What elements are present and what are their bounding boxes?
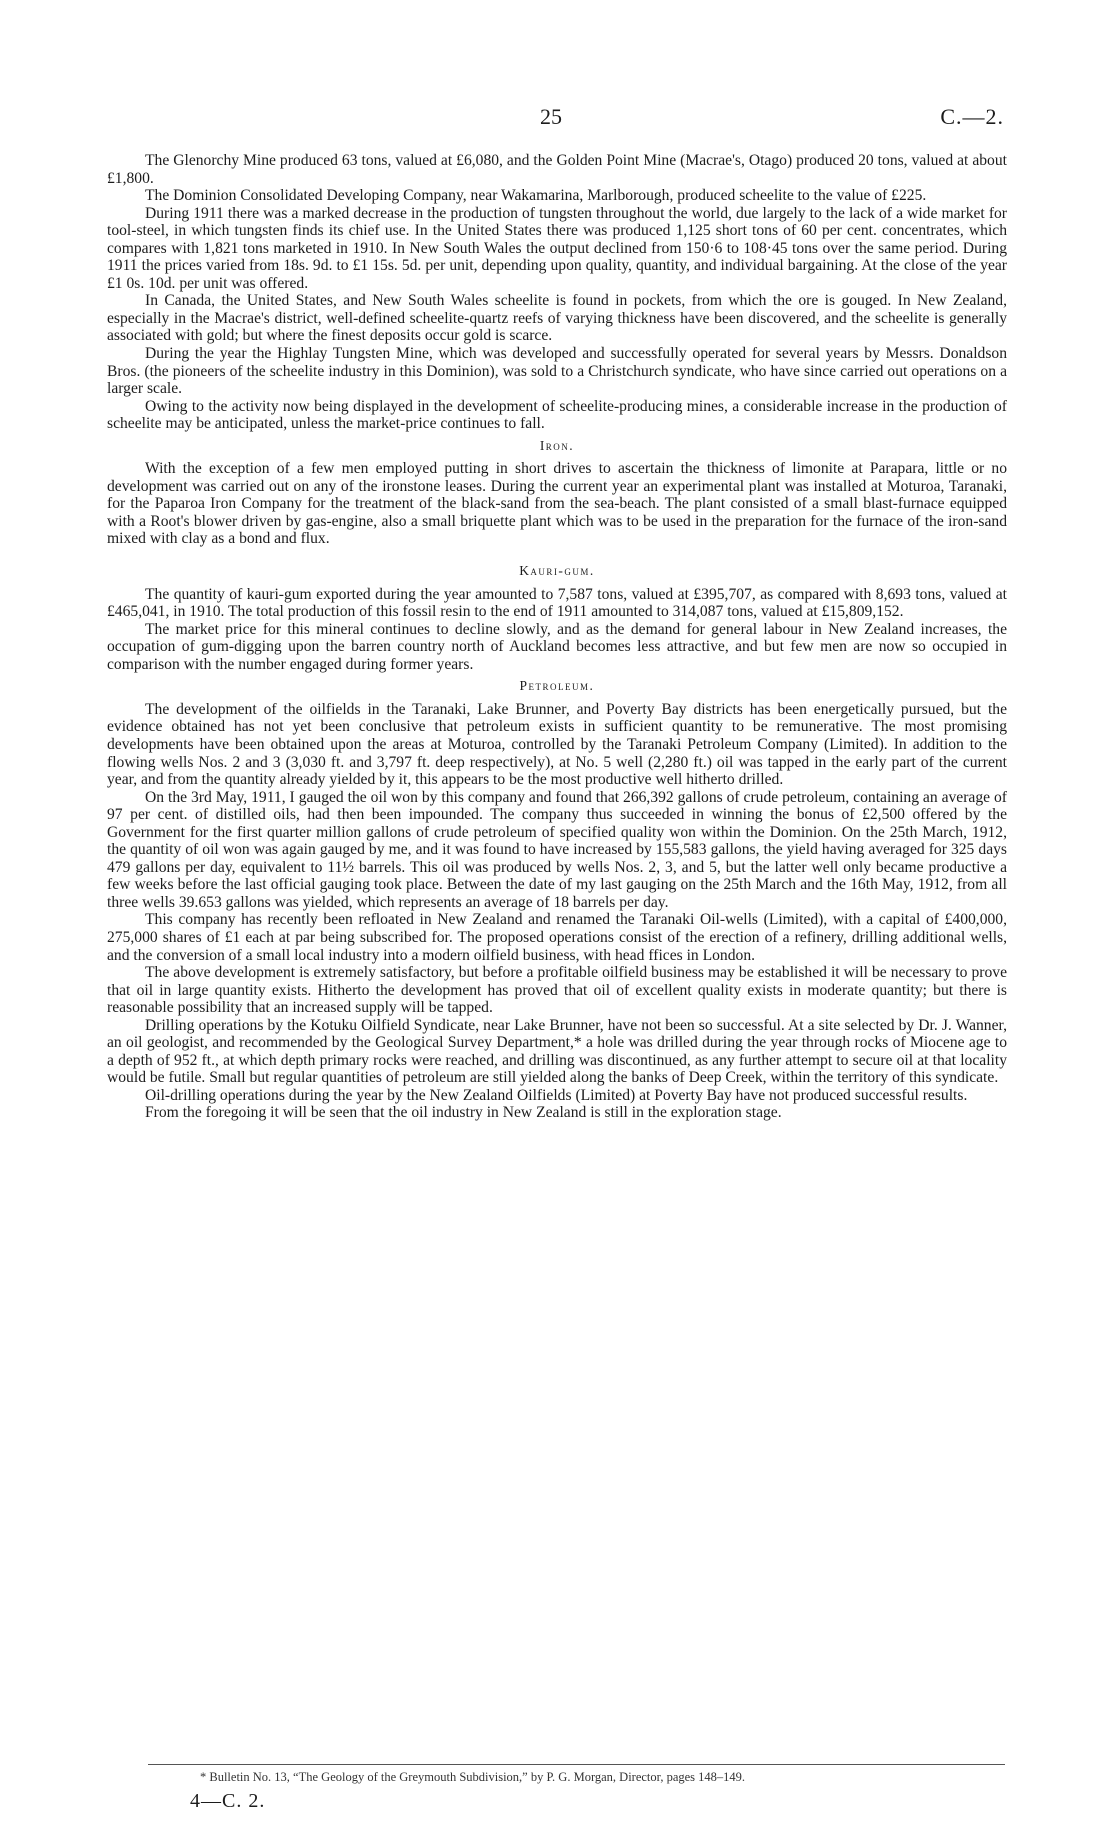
- paragraph: The Glenorchy Mine produced 63 tons, valued at £6,080, and the Golden Point Mine (Macrae's, Otago) produced 20 tons, valued at about £1,800.: [107, 152, 1007, 187]
- spacer: [107, 548, 1007, 558]
- paragraph: During 1911 there was a marked decrease in the production of tungsten throughout the world, due largely to the lack of a wide market for tool-steel, in which tungsten finds its chief use. In the United States there was produced 1,125 short tons of 60 per cent. concentrates, which compares with 1,821 tons marketed in 1910. In New South Wales the output declined from 150·6 to 108·45 tons over the same period. During 1911 the prices varied from 18s. 9d. to £1 15s. 5d. per unit, depending upon quality, quantity, and individual bargaining. At the close of the year £1 0s. 10d. per unit was offered.: [107, 204, 1007, 292]
- paragraph: The development of the oilfields in the Taranaki, Lake Brunner, and Poverty Bay districts has been energetically pursued, but the evidence obtained has not yet been conclusive that petroleum exists in sufficient quantity to be remunerative. The most promising developments have been obtained upon the areas at Moturoa, controlled by the Taranaki Petroleum Company (Limited). In addition to the flowing wells Nos. 2 and 3 (3,030 ft. and 3,797 ft. deep respectively), at No. 5 well (2,280 ft.) oil was tapped in the early part of the current year, and from the quantity already yielded by it, this appears to be the most productive well hitherto drilled.: [107, 700, 1007, 789]
- page-header: [0, 104, 1114, 134]
- paragraph: This company has recently been refloated in New Zealand and renamed the Taranaki Oil-wells (Limited), with a capital of £400,000, 275,000 shares of £1 each at par being subscribed for. The proposed operations consist of the erection of a refinery, drilling additional wells, and the conversion of a small local industry into a modern oilfield business, with head ffices in London.: [107, 911, 1007, 964]
- paragraph: The Dominion Consolidated Developing Company, near Wakamarina, Marlborough, produced scheelite to the value of £225.: [145, 187, 927, 205]
- paragraph: With the exception of a few men employed putting in short drives to ascertain the thickness of limonite at Parapara, little or no development was carried out on any of the ironstone leases. During the current year an experimental plant was installed at Moturoa, Taranaki, for the Paparoa Iron Company for the treatment of the black-sand from the sea-beach. The plant consisted of a small blast-furnace equipped with a Root's blower driven by gas-engine, also a small briquette plant which was to be used in the preparation for the furnace of the iron-sand mixed with clay as a bond and flux.: [107, 460, 1007, 548]
- body-text: [107, 152, 1007, 1122]
- paragraph: Owing to the activity now being displayed in the development of scheelite-producing mines, a considerable increase in the production of scheelite may be anticipated, unless the market-price continues to fall.: [107, 397, 1007, 433]
- paragraph: From the foregoing it will be seen that the oil industry in New Zealand is still in the exploration stage.: [145, 1104, 782, 1122]
- footnote: * Bulletin No. 13, “The Geology of the Greymouth Subdivision,” by P. G. Morgan, Director, pages 148–149.: [200, 1770, 746, 1784]
- paragraph: The quantity of kauri-gum exported during the year amounted to 7,587 tons, valued at £395,707, as compared with 8,693 tons, valued at £465,041, in 1910. The total production of this fossil resin to the end of 1911 amounted to 314,087 tons, valued at £15,809,152.: [107, 585, 1007, 621]
- paragraph: The market price for this mineral continues to decline slowly, and as the demand for general labour in New Zealand increases, the occupation of gum-digging upon the barren country north of Auckland becomes less attractive, and but few men are now so occupied in comparison with the number engaged during former years.: [107, 620, 1007, 673]
- paragraph: Oil-drilling operations during the year by the New Zealand Oilfields (Limited) at Poverty Bay have not produced successful results.: [145, 1086, 968, 1104]
- signature-mark: 4—C. 2.: [190, 1790, 266, 1812]
- page-number: 25: [540, 104, 562, 129]
- paragraph: In Canada, the United States, and New South Wales scheelite is found in pockets, from which the ore is gouged. In New Zealand, especially in the Macrae's district, well-defined scheelite-quartz reefs of varying thickness have been discovered, and the scheelite is generally associated with gold; but where the finest deposits occur gold is scarce.: [107, 292, 1007, 345]
- section-heading-iron: Iron.: [539, 437, 575, 453]
- paragraph: Drilling operations by the Kotuku Oilfield Syndicate, near Lake Brunner, have not been so successful. At a site selected by Dr. J. Wanner, an oil geologist, and recommended by the Geological Survey Department,* a hole was drilled during the year through rocks of Miocene age to a depth of 952 ft., at which depth primary rocks were reached, and drilling was discontinued, as any further attempt to secure oil at that locality would be futile. Small but regular quantities of petroleum are still yielded along the banks of Deep Creek, within the territory of this syndicate.: [107, 1016, 1007, 1087]
- paragraph: The above development is extremely satisfactory, but before a profitable oilfield business may be established it will be necessary to prove that oil in large quantity exists. Hitherto the development has proved that oil of excellent quality exists in moderate quantity; but there is reasonable possibility that an increased supply will be tapped.: [107, 964, 1007, 1017]
- paragraph: On the 3rd May, 1911, I gauged the oil won by this company and found that 266,392 gallons of crude petroleum, containing an average of 97 per cent. of distilled oils, had then been impounded. The company thus succeeded in winning the bonus of £2,500 offered by the Government for the first quarter million gallons of crude petroleum of specified quality won within the Dominion. On the 25th March, 1912, the quantity of oil won was again gauged by me, and it was found to have increased by 155,583 gallons, the yield having averaged for 325 days 479 gallons per day, equivalent to 11½ barrels. This oil was produced by wells Nos. 2, 3, and 5, but the latter well only became productive a few weeks before the last official gauging took place. Between the date of my last gauging on the 25th March and the 16th May, 1912, from all three wells 39.653 gallons was yielded, which represents an average of 18 barrels per day.: [107, 788, 1007, 911]
- paragraph: During the year the Highlay Tungsten Mine, which was developed and successfully operated for several years by Messrs. Donaldson Bros. (the pioneers of the scheelite industry in this Dominion), was sold to a Christchurch syndicate, who have since carried out operations on a larger scale.: [107, 345, 1007, 398]
- section-heading-petroleum: Petroleum.: [519, 678, 595, 694]
- footnote-divider: [148, 1764, 1005, 1765]
- document-reference: C.—2.: [940, 104, 1004, 129]
- section-heading-kauri-gum: Kauri-gum.: [519, 563, 595, 579]
